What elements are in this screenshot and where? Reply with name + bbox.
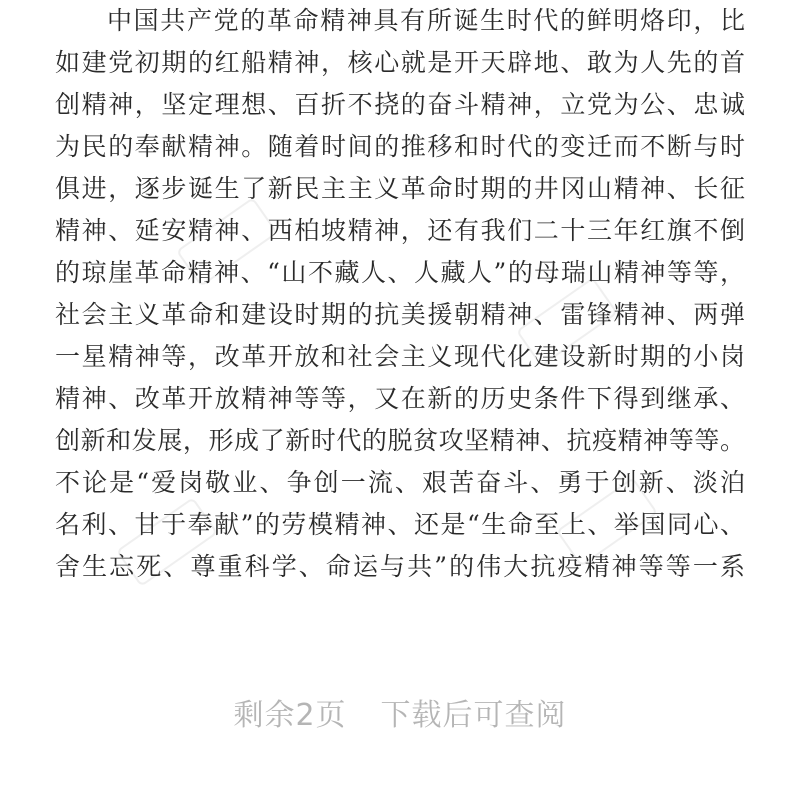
body-line: 创新和发展，形成了新时代的脱贫攻坚精神、抗疫精神等等。 <box>55 426 745 455</box>
body-line: 创精神，坚定理想、百折不挠的奋斗精神，立党为公、忠诚 <box>55 90 745 119</box>
body-line: 名利、甘于奉献”的劳模精神、还是“生命至上、举国同心、 <box>55 510 745 539</box>
body-line: 俱进，逐步诞生了新民主主义革命时期的井冈山精神、长征 <box>55 174 745 203</box>
body-line: 为民的奉献精神。随着时间的推移和时代的变迁而不断与时 <box>55 132 745 161</box>
body-line: 精神、改革开放精神等等，又在新的历史条件下得到继承、 <box>55 384 745 413</box>
body-line: 如建党初期的红船精神，核心就是开天辟地、敢为人先的首 <box>55 48 745 77</box>
body-line: 中国共产党的革命精神具有所诞生时代的鲜明烙印，比 <box>107 6 745 35</box>
document-body <box>55 0 755 588</box>
download-more-banner[interactable] <box>0 690 800 734</box>
body-line: 社会主义革命和建设时期的抗美援朝精神、雷锋精神、两弹 <box>55 300 745 329</box>
body-line: 的琼崖革命精神、“山不藏人、人藏人”的母瑞山精神等等， <box>55 258 745 287</box>
body-line: 一星精神等，改革开放和社会主义现代化建设新时期的小岗 <box>55 342 745 371</box>
remaining-pages-label: 剩余2页 <box>233 698 347 733</box>
body-line: 不论是“爱岗敬业、争创一流、艰苦奋斗、勇于创新、淡泊 <box>55 468 745 497</box>
body-line: 舍生忘死、尊重科学、命运与共”的伟大抗疫精神等等一系 <box>55 552 745 581</box>
body-line: 精神、延安精神、西柏坡精神，还有我们二十三年红旗不倒 <box>55 216 745 245</box>
download-to-view-link[interactable]: 下载后可查阅 <box>380 698 567 733</box>
